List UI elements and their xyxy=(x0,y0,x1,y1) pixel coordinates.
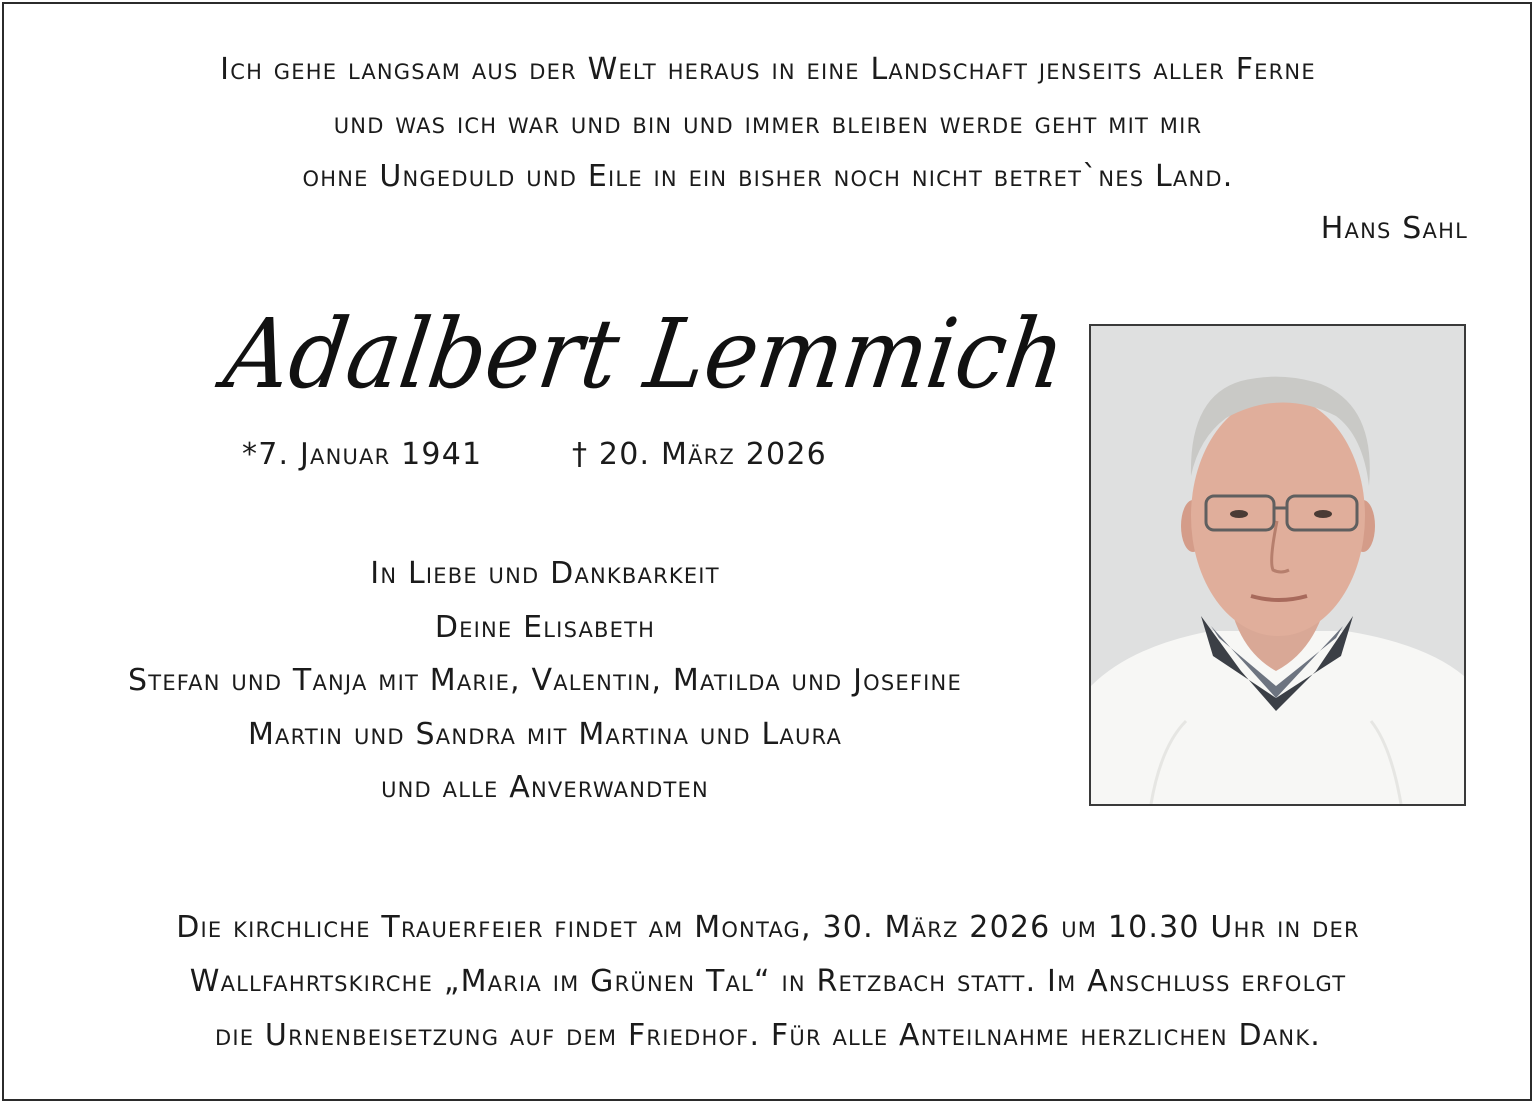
quote-line-1: Ich gehe langsam aus der Welt heraus in eine Landschaft jenseits aller Ferne xyxy=(220,52,1316,87)
mourner-line-3: Stefan und Tanja mit Marie, Valentin, Matilda und Josefine xyxy=(128,663,962,698)
mourner-line-4: Martin und Sandra mit Martina und Laura xyxy=(247,717,843,752)
death-date: † 20. März 2026 xyxy=(572,437,827,472)
birth-date: *7. Januar 1941 xyxy=(242,437,483,472)
quote-line-3: ohne Ungeduld und Eile in ein bisher noch nicht betret`nes Land. xyxy=(302,159,1234,194)
mourner-line-5: und alle Anverwandten xyxy=(381,770,709,805)
portrait-photo xyxy=(1089,324,1466,806)
quote-line-2: und was ich war und bin und immer bleiben werde geht mit mir xyxy=(333,106,1203,141)
deceased-name: Adalbert Lemmich xyxy=(218,298,1072,410)
notice-line-3: die Urnenbeisetzung auf dem Friedhof. Für alle Anteilnahme herzlichen Dank. xyxy=(214,1018,1322,1053)
mourner-line-1: In Liebe und Dankbarkeit xyxy=(370,556,720,591)
quote-author: Hans Sahl xyxy=(1320,211,1468,246)
notice-line-1: Die kirchliche Trauerfeier findet am Montag, 30. März 2026 um 10.30 Uhr in der xyxy=(176,910,1360,945)
notice-line-2: Wallfahrtskirche „Maria im Grünen Tal“ in Retzbach statt. Im Anschluss erfolgt xyxy=(189,964,1347,999)
mourner-line-2: Deine Elisabeth xyxy=(434,610,656,645)
